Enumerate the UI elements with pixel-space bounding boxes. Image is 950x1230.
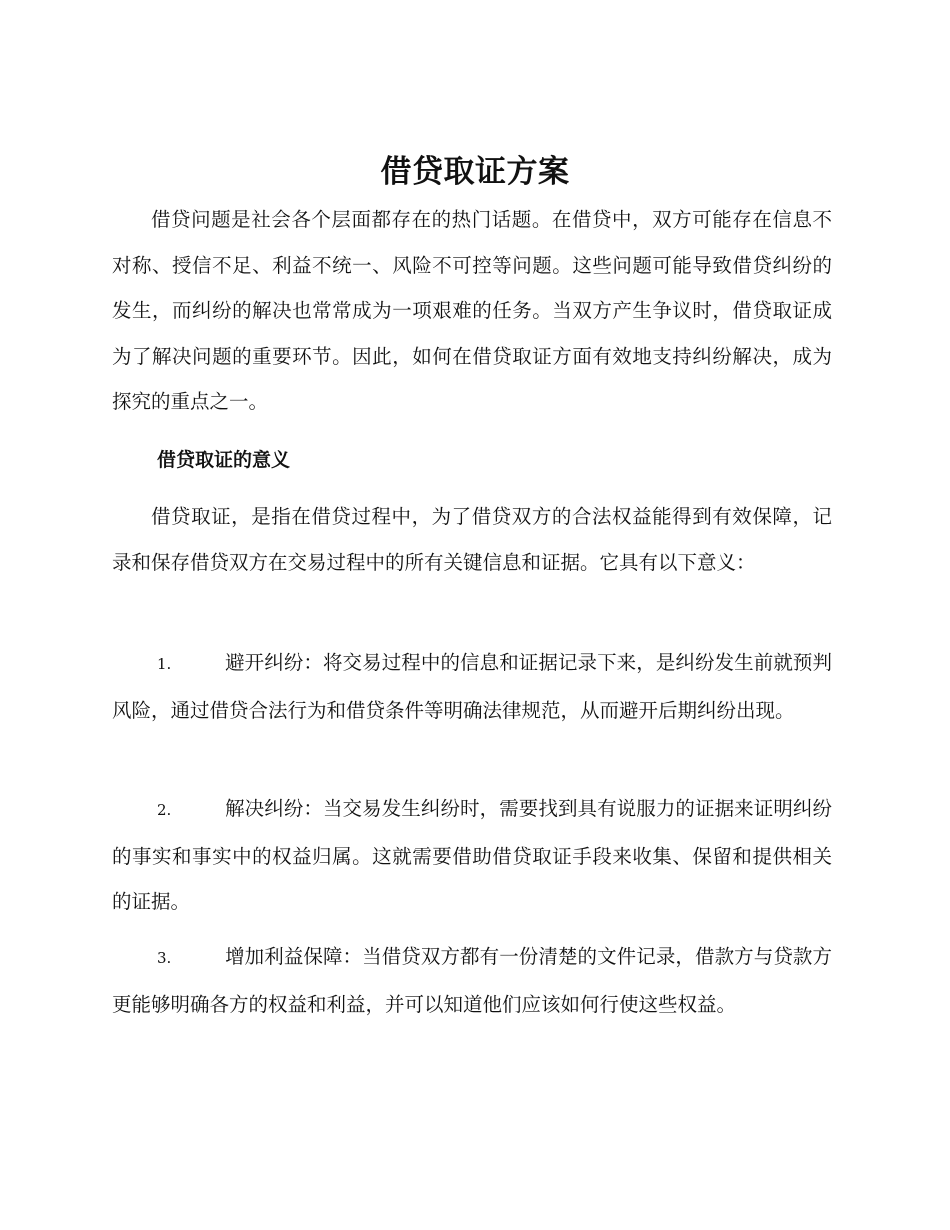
section-heading: 借贷取证的意义 [157,449,291,471]
list-item-number: 1. [157,655,172,673]
list-item [112,934,832,1027]
list-item-text: 解决纠纷：当交易发生纠纷时，需要找到具有说服力的证据来证明纠纷的事实和事实中的权益归属。这就需要借助借贷取证手段来收集、保留和提供相关的证据。 [112,797,832,913]
section-intro-paragraph: 借贷取证，是指在借贷过程中，为了借贷双方的合法权益能得到有效保障，记录和保存借贷双方在交易过程中的所有关键信息和证据。它具有以下意义： [112,505,832,574]
list-item [112,786,832,925]
list-item-number: 2. [157,801,172,819]
intro-paragraph: 借贷问题是社会各个层面都存在的热门话题。在借贷中，双方可能存在信息不对称、授信不足、利益不统一、风险不可控等问题。这些问题可能导致借贷纠纷的发生，而纠纷的解决也常常成为一项艰难的任务。当双方产生争议时，借贷取证成为了解决问题的重要环节。因此，如何在借贷取证方面有效地支持纠纷解决，成为探究的重点之一。 [112,208,832,413]
list-item-text: 增加利益保障：当借贷双方都有一份清楚的文件记录，借款方与贷款方更能够明确各方的权益和利益，并可以知道他们应该如何行使这些权益。 [112,945,832,1016]
list-item-text: 避开纠纷：将交易过程中的信息和证据记录下来，是纠纷发生前就预判风险，通过借贷合法行为和借贷条件等明确法律规范，从而避开后期纠纷出现。 [112,651,832,722]
list-item [112,640,832,733]
list-item-number: 3. [157,949,172,967]
document-title: 借贷取证方案 [380,154,570,190]
